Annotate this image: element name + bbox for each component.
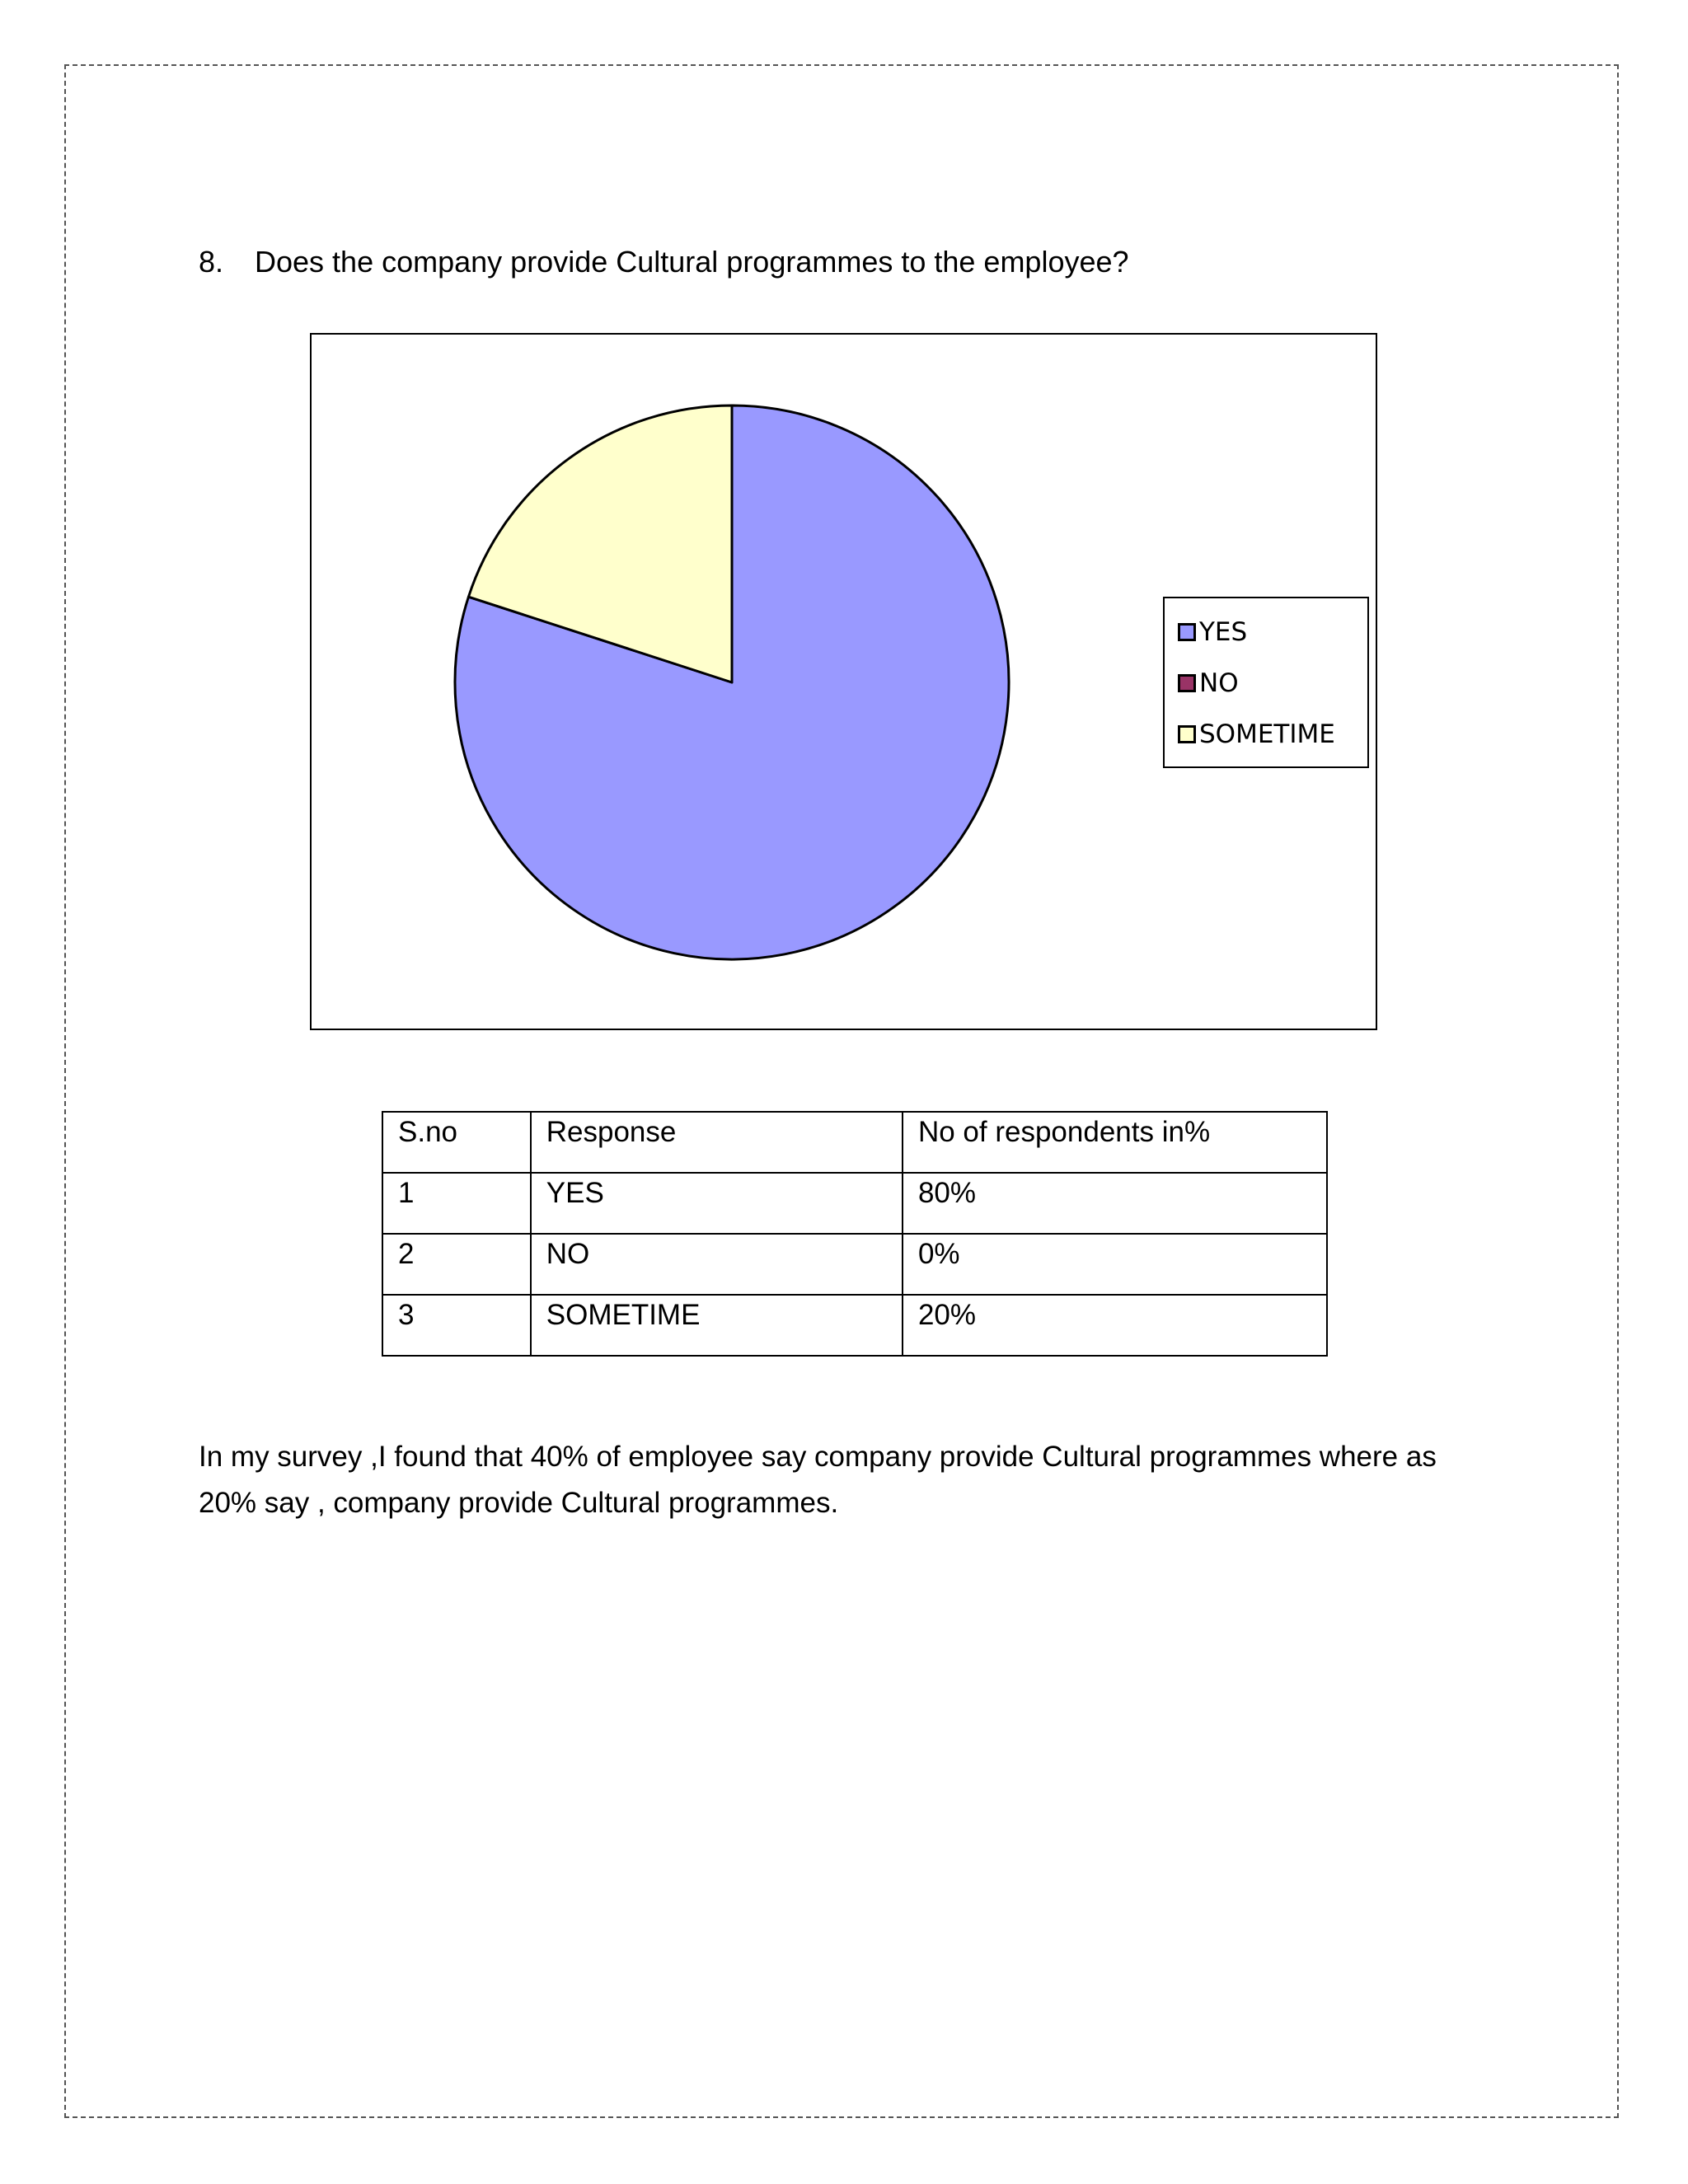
chart-legend: [1163, 597, 1369, 768]
table-header-row: [382, 1112, 1327, 1173]
table-row: [382, 1234, 1327, 1295]
legend-swatch-yes: [1178, 623, 1196, 641]
conclusion-paragraph: In my survey ,I found that 40% of employee say company provide Cultural programmes where as 20% say , company provide Cultural programmes.: [199, 1441, 1437, 1519]
question-heading: [199, 244, 1129, 280]
table-cell: 20%: [903, 1295, 1327, 1356]
legend-item-sometime: [1165, 709, 1367, 760]
table-cell: 80%: [903, 1173, 1327, 1234]
table-header-cell: Response: [531, 1112, 903, 1173]
table-cell: 1: [382, 1173, 531, 1234]
legend-item-yes: [1165, 607, 1367, 658]
legend-label-yes: YES: [1199, 617, 1248, 647]
legend-item-no: [1165, 658, 1367, 709]
legend-swatch-no: [1178, 674, 1196, 692]
legend-label-no: NO: [1199, 668, 1239, 698]
question-number: 8.: [199, 245, 224, 279]
table-cell: 3: [382, 1295, 531, 1356]
table-cell: 2: [382, 1234, 531, 1295]
legend-label-sometime: SOMETIME: [1199, 719, 1335, 749]
table-cell: NO: [531, 1234, 903, 1295]
pie-chart: [310, 333, 1377, 1030]
table-cell: YES: [531, 1173, 903, 1234]
table-header-cell: No of respondents in%: [903, 1112, 1327, 1173]
table-header-cell: S.no: [382, 1112, 531, 1173]
table-cell: 0%: [903, 1234, 1327, 1295]
table-cell: SOMETIME: [531, 1295, 903, 1356]
responses-table: [382, 1111, 1328, 1357]
table-row: [382, 1295, 1327, 1356]
question-text: Does the company provide Cultural programmes to the employee?: [255, 245, 1129, 279]
legend-swatch-sometime: [1178, 725, 1196, 743]
table-row: [382, 1173, 1327, 1234]
